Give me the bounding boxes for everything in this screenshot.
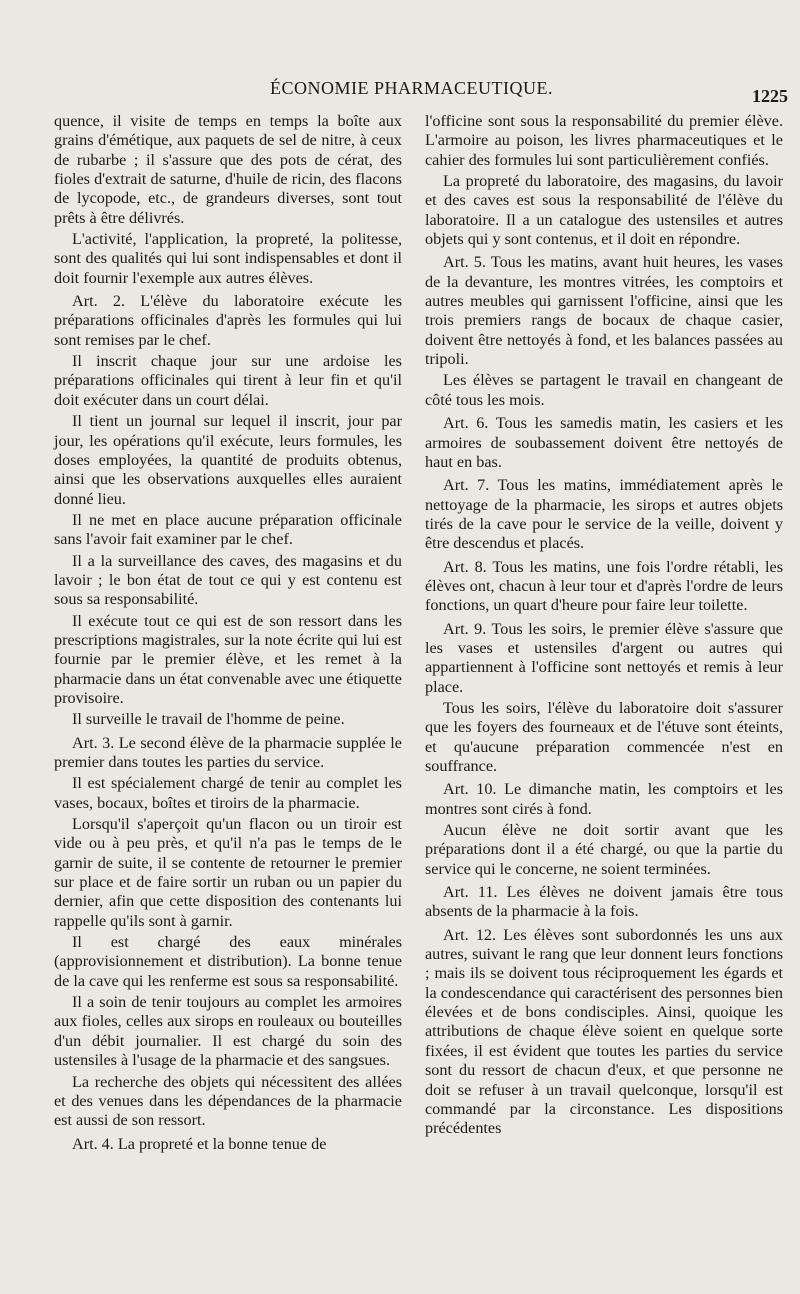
paragraph: Il ne met en place aucune préparation officinale sans l'avoir fait examiner par le chef. xyxy=(54,510,402,549)
paragraph: Il a la surveillance des caves, des magasins et du lavoir ; le bon état de tout ce qui y est contenu est sous sa responsabilité. xyxy=(54,551,402,609)
article-paragraph: Art. 7. Tous les matins, immédiatement après le nettoyage de la pharmacie, les sirops et autres objets tirés de la cave pour le service de la veille, doivent y être descendus et placés. xyxy=(425,476,783,553)
paragraph: Il a soin de tenir toujours au complet les armoires aux fioles, celles aux sirops en rouleaux ou bouteilles d'un débit journalier. Il est chargé du soin des ustensiles à l'usage de la pharmacie et des sangsues. xyxy=(54,993,402,1070)
paragraph: l'officine sont sous la responsabilité du premier élève. L'armoire au poison, les livres pharmaceutiques et le cahier des formules lui sont particulièrement confiés. xyxy=(425,112,783,169)
running-title: ÉCONOMIE PHARMACEUTIQUE. xyxy=(270,78,553,98)
paragraph: quence, il visite de temps en temps la boîte aux grains d'émétique, aux paquets de sel de nitre, à ceux de rubarbe ; il s'assure que des pots de cérat, des fioles d'extrait de saturne, d'huile de ricin, des flacons de lycopode, etc., de grandeurs diverses, sont tout prêts à être délivrés. xyxy=(54,112,402,227)
right-column xyxy=(425,112,783,1141)
page-number: 1225 xyxy=(752,86,788,106)
paragraph: Tous les soirs, l'élève du laboratoire doit s'assurer que les foyers des fourneaux et de l'étuve sont éteints, et qu'aucune préparation commencée n'est en souffrance. xyxy=(425,698,783,775)
paragraph: La recherche des objets qui nécessitent des allées et des venues dans les dépendances de la pharmacie est aussi de son ressort. xyxy=(54,1072,402,1130)
article-paragraph: Art. 11. Les élèves ne doivent jamais être tous absents de la pharmacie à la fois. xyxy=(425,883,783,921)
paragraph: Aucun élève ne doit sortir avant que les préparations dont il a été chargé, ou que la partie du service qui le concerne, ne soient terminées. xyxy=(425,821,783,878)
article-paragraph: Art. 10. Le dimanche matin, les comptoirs et les montres sont cirés à fond. xyxy=(425,780,783,818)
article-paragraph: Art. 6. Tous les samedis matin, les casiers et les armoires de soubassement doivent être nettoyés de haut en bas. xyxy=(425,414,783,471)
paragraph: Il est spécialement chargé de tenir au complet les vases, bocaux, boîtes et tiroirs de la pharmacie. xyxy=(54,774,402,812)
paragraph: Il est chargé des eaux minérales (approvisionnement et distribution). La bonne tenue de la cave qui les renferme est sous sa responsabilité. xyxy=(54,933,402,990)
article-paragraph: Art. 2. L'élève du laboratoire exécute les préparations officinales d'après les formules qui lui sont remises par le chef. xyxy=(54,292,402,349)
paragraph: Lorsqu'il s'aperçoit qu'un flacon ou un tiroir est vide ou à peu près, et qu'il n'a pas le temps de le garnir de suite, il se contente de retourner le premier sur place et de faire sortir un ruban ou un papier du dernier, afin que cette disposition des contenants lui rappelle qu'ils sont à garnir. xyxy=(54,815,402,930)
article-paragraph: Art. 9. Tous les soirs, le premier élève s'assure que les vases et ustensiles d'argent ou autres qui appartiennent à l'officine sont nettoyés et remis à leur place. xyxy=(425,619,783,696)
paragraph: Il exécute tout ce qui est de son ressort dans les prescriptions magistrales, sur la note écrite qui lui est fournie par le premier élève, et les remet à la pharmacie dans un état convenable avec une étiquette provisoire. xyxy=(54,611,402,707)
paragraph: L'activité, l'application, la propreté, la politesse, sont des qualités qui lui sont indispensables et dont il doit fournir l'exemple aux autres élèves. xyxy=(54,230,402,287)
running-header xyxy=(0,74,800,104)
article-paragraph: Art. 4. La propreté et la bonne tenue de xyxy=(72,1134,327,1153)
paragraph: La propreté du laboratoire, des magasins, du lavoir et des caves est sous la responsabilité de l'élève du laboratoire. Il a un catalogue des ustensiles et autres objets qui y sont contenus, et il doit en répondre. xyxy=(425,172,783,249)
article-paragraph: Art. 8. Tous les matins, une fois l'ordre rétabli, les élèves ont, chacun à leur tour et d'après l'ordre de leurs fonctions, un quart d'heure pour faire leur toilette. xyxy=(425,557,783,615)
left-column xyxy=(54,112,402,1156)
paragraph: Il inscrit chaque jour sur une ardoise les préparations officinales qui tirent à leur fin et qu'il doit exécuter dans un court délai. xyxy=(54,352,402,409)
article-paragraph: Art. 3. Le second élève de la pharmacie supplée le premier dans toutes les parties du service. xyxy=(54,733,402,771)
paragraph: Il surveille le travail de l'homme de peine. xyxy=(72,710,345,729)
article-paragraph: Art. 5. Tous les matins, avant huit heures, les vases de la devanture, les montres vitrées, les comptoirs et autres meubles qui garnissent l'officine, ainsi que les trois premiers rangs de bocaux de chaque casier, doivent être nettoyés à fond, et les balances passées au tripoli. xyxy=(425,253,783,369)
article-paragraph: Art. 12. Les élèves sont subordonnés les uns aux autres, suivant le rang que leur donnent leurs fonctions ; mais ils se doivent tous réciproquement les égards et la condescendance qui caractérisent des personnes bien élevées et de bons condisciples. Ainsi, quoique les attributions de chaque élève soient en quelque sorte fixées, il est évident que toutes les parties du service sont du ressort de chacun d'eux, et que personne ne doit se refuser à un travail quelconque, lorsqu'il est commandé par la circonstance. Les dispositions précédentes xyxy=(425,925,783,1138)
paragraph: Il tient un journal sur lequel il inscrit, jour par jour, les opérations qu'il exécute, leurs formules, les doses employées, la quantité de produits obtenus, ainsi que les observations auxquelles elles auraient donné lieu. xyxy=(54,412,402,508)
paragraph: Les élèves se partagent le travail en changeant de côté tous les mois. xyxy=(425,371,783,409)
